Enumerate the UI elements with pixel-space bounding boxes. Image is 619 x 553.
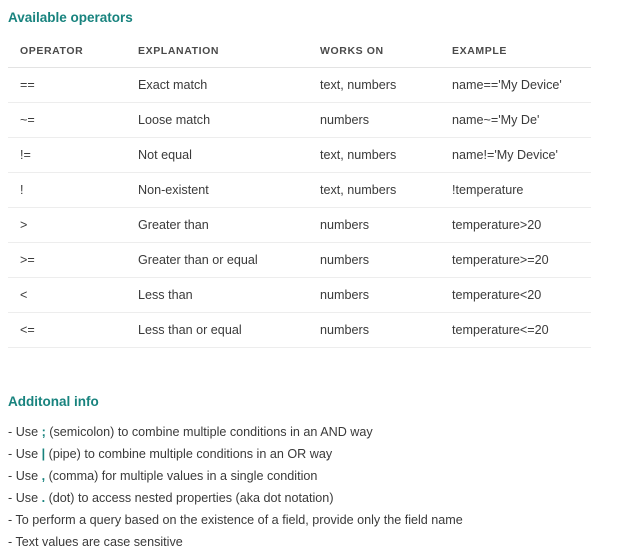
note-suffix: (semicolon) to combine multiple conditions in an AND way	[45, 425, 373, 439]
cell-explanation: Greater than	[126, 208, 308, 243]
note-suffix: (comma) for multiple values in a single condition	[45, 469, 318, 483]
list-item	[8, 465, 611, 487]
column-header-works-on: WORKS ON	[308, 41, 440, 68]
table-row	[8, 173, 591, 208]
cell-example: name=='My Device'	[440, 68, 591, 103]
cell-example: temperature<=20	[440, 313, 591, 348]
note-prefix: - Use	[8, 425, 42, 439]
note-prefix: - Use	[8, 491, 42, 505]
cell-operator: >=	[8, 243, 126, 278]
list-item	[8, 421, 611, 443]
cell-explanation: Exact match	[126, 68, 308, 103]
section-spacer	[0, 348, 619, 394]
cell-works-on: text, numbers	[308, 173, 440, 208]
note-symbol: .	[41, 491, 46, 505]
column-header-example: EXAMPLE	[440, 41, 591, 68]
note-suffix: (pipe) to combine multiple conditions in an OR way	[45, 447, 333, 461]
cell-example: !temperature	[440, 173, 591, 208]
note-prefix: - Use	[8, 469, 42, 483]
table-header	[8, 41, 591, 68]
cell-works-on: numbers	[308, 243, 440, 278]
cell-works-on: numbers	[308, 208, 440, 243]
cell-works-on: text, numbers	[308, 138, 440, 173]
note-prefix: - Use	[8, 447, 42, 461]
column-header-operator: OPERATOR	[8, 41, 126, 68]
page-title: Available operators	[8, 10, 133, 25]
additional-info-title: Additonal info	[8, 394, 99, 409]
table-row	[8, 278, 591, 313]
cell-works-on: numbers	[308, 103, 440, 138]
cell-explanation: Not equal	[126, 138, 308, 173]
table-row	[8, 68, 591, 103]
additional-info-list	[0, 421, 619, 553]
note-prefix: - To perform a query based on the existence of a field, provide only the field name	[8, 513, 463, 527]
table-row	[8, 103, 591, 138]
cell-operator: <	[8, 278, 126, 313]
cell-operator: <=	[8, 313, 126, 348]
list-item	[8, 509, 611, 531]
operators-table	[8, 41, 591, 348]
cell-operator: ==	[8, 68, 126, 103]
cell-explanation: Less than or equal	[126, 313, 308, 348]
cell-works-on: numbers	[308, 278, 440, 313]
note-symbol: |	[41, 447, 46, 461]
cell-explanation: Non-existent	[126, 173, 308, 208]
cell-operator: >	[8, 208, 126, 243]
table-row	[8, 208, 591, 243]
cell-explanation: Less than	[126, 278, 308, 313]
cell-explanation: Loose match	[126, 103, 308, 138]
column-header-explanation: EXPLANATION	[126, 41, 308, 68]
table-body	[8, 68, 591, 348]
list-item	[8, 531, 611, 553]
cell-operator: ~=	[8, 103, 126, 138]
cell-example: name~='My De'	[440, 103, 591, 138]
note-suffix: (dot) to access nested properties (aka dot notation)	[45, 491, 334, 505]
list-item	[8, 487, 611, 509]
cell-explanation: Greater than or equal	[126, 243, 308, 278]
table-header-row	[8, 41, 591, 68]
cell-example: name!='My Device'	[440, 138, 591, 173]
table-row	[8, 243, 591, 278]
cell-operator: !	[8, 173, 126, 208]
cell-works-on: text, numbers	[308, 68, 440, 103]
table-row	[8, 138, 591, 173]
note-symbol: ;	[41, 425, 46, 439]
cell-example: temperature>=20	[440, 243, 591, 278]
cell-example: temperature<20	[440, 278, 591, 313]
cell-works-on: numbers	[308, 313, 440, 348]
table-row	[8, 313, 591, 348]
note-symbol: ,	[41, 469, 46, 483]
list-item	[8, 443, 611, 465]
cell-example: temperature>20	[440, 208, 591, 243]
operators-table-container	[0, 41, 619, 348]
note-prefix: - Text values are case sensitive	[8, 535, 183, 549]
cell-operator: !=	[8, 138, 126, 173]
